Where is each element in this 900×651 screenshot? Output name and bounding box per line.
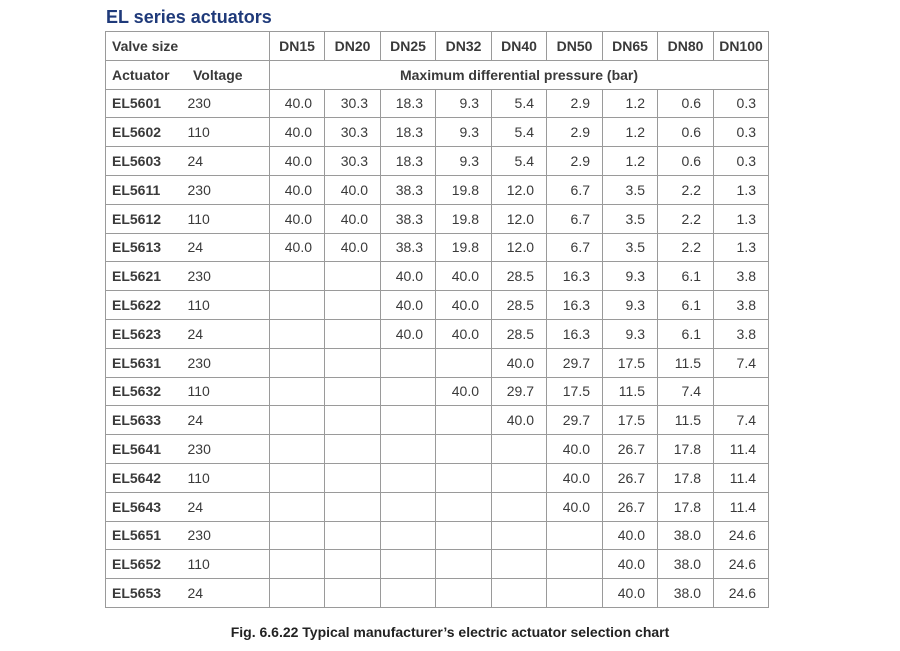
pressure-cell: 26.7 [603, 492, 658, 521]
pressure-cell: 2.9 [547, 89, 603, 118]
pressure-cell: 12.0 [492, 233, 547, 262]
chart-title: EL series actuators [106, 7, 272, 27]
pressure-cell: 6.7 [547, 175, 603, 204]
pressure-cell: 18.3 [381, 89, 436, 118]
pressure-cell: 29.7 [547, 406, 603, 435]
pressure-cell: 9.3 [603, 319, 658, 348]
table-row [106, 262, 769, 291]
table-head [106, 32, 769, 90]
pressure-cell [325, 492, 381, 521]
actuator-cell: EL5651 [106, 521, 188, 550]
pressure-cell: 7.4 [714, 406, 769, 435]
pressure-cell: 6.1 [658, 291, 714, 320]
pressure-cell [270, 435, 325, 464]
pressure-cell: 38.3 [381, 175, 436, 204]
pressure-cell: 17.5 [547, 377, 603, 406]
table-row [106, 579, 769, 608]
pressure-cell: 28.5 [492, 291, 547, 320]
pressure-cell [325, 291, 381, 320]
pressure-cell [325, 435, 381, 464]
pressure-cell: 3.5 [603, 204, 658, 233]
pressure-cell: 5.4 [492, 118, 547, 147]
pressure-cell [436, 463, 492, 492]
actuator-cell: EL5643 [106, 492, 188, 521]
pressure-cell [436, 435, 492, 464]
pressure-cell: 40.0 [270, 147, 325, 176]
pressure-cell [325, 579, 381, 608]
pressure-cell [270, 550, 325, 579]
pressure-cell: 3.8 [714, 262, 769, 291]
pressure-cell: 40.0 [492, 406, 547, 435]
voltage-cell: 24 [188, 147, 270, 176]
pressure-cell: 40.0 [270, 89, 325, 118]
actuator-cell: EL5641 [106, 435, 188, 464]
pressure-cell [492, 463, 547, 492]
pressure-cell [436, 348, 492, 377]
actuator-cell: EL5632 [106, 377, 188, 406]
actuator-cell: EL5653 [106, 579, 188, 608]
pressure-cell: 16.3 [547, 291, 603, 320]
pressure-cell [547, 550, 603, 579]
pressure-cell: 28.5 [492, 319, 547, 348]
table-row [106, 147, 769, 176]
pressure-cell: 19.8 [436, 233, 492, 262]
pressure-cell [436, 521, 492, 550]
voltage-cell: 24 [188, 579, 270, 608]
size-header: DN25 [381, 32, 436, 61]
voltage-cell: 230 [188, 348, 270, 377]
pressure-cell: 12.0 [492, 175, 547, 204]
pressure-cell [381, 377, 436, 406]
pressure-cell: 24.6 [714, 550, 769, 579]
size-header: DN15 [270, 32, 325, 61]
pressure-cell: 30.3 [325, 118, 381, 147]
pressure-cell: 38.0 [658, 550, 714, 579]
pressure-cell: 2.9 [547, 147, 603, 176]
pressure-cell [714, 377, 769, 406]
pressure-cell [270, 463, 325, 492]
actuator-cell: EL5603 [106, 147, 188, 176]
pressure-cell [325, 319, 381, 348]
table-row [106, 348, 769, 377]
pressure-cell: 9.3 [603, 262, 658, 291]
actuator-selection-table [105, 31, 769, 608]
actuator-cell: EL5642 [106, 463, 188, 492]
voltage-cell: 230 [188, 521, 270, 550]
size-header: DN65 [603, 32, 658, 61]
pressure-cell: 5.4 [492, 147, 547, 176]
pressure-cell: 0.3 [714, 89, 769, 118]
pressure-cell [436, 579, 492, 608]
pressure-cell [270, 377, 325, 406]
pressure-cell [381, 579, 436, 608]
pressure-cell [381, 348, 436, 377]
pressure-cell: 11.5 [603, 377, 658, 406]
pressure-cell [325, 550, 381, 579]
pressure-cell [492, 492, 547, 521]
pressure-cell [325, 377, 381, 406]
pressure-cell: 40.0 [270, 233, 325, 262]
pressure-cell [381, 463, 436, 492]
pressure-cell: 7.4 [658, 377, 714, 406]
voltage-cell: 230 [188, 175, 270, 204]
pressure-cell: 3.8 [714, 291, 769, 320]
pressure-cell: 40.0 [603, 579, 658, 608]
pressure-cell: 19.8 [436, 175, 492, 204]
pressure-cell: 29.7 [492, 377, 547, 406]
pressure-cell [270, 291, 325, 320]
pressure-cell: 17.8 [658, 492, 714, 521]
actuator-cell: EL5602 [106, 118, 188, 147]
pressure-cell: 28.5 [492, 262, 547, 291]
table-row [106, 377, 769, 406]
pressure-cell: 40.0 [436, 291, 492, 320]
pressure-cell [325, 521, 381, 550]
pressure-cell: 9.3 [436, 147, 492, 176]
pressure-cell: 2.9 [547, 118, 603, 147]
table-row [106, 435, 769, 464]
actuator-cell: EL5612 [106, 204, 188, 233]
actuator-cell: EL5613 [106, 233, 188, 262]
pressure-cell: 40.0 [270, 175, 325, 204]
pressure-cell: 17.8 [658, 463, 714, 492]
size-header: DN20 [325, 32, 381, 61]
actuator-cell: EL5633 [106, 406, 188, 435]
pressure-cell: 40.0 [381, 262, 436, 291]
pressure-cell: 26.7 [603, 463, 658, 492]
pressure-cell: 17.5 [603, 348, 658, 377]
table-row [106, 204, 769, 233]
pressure-cell: 40.0 [436, 377, 492, 406]
pressure-cell: 29.7 [547, 348, 603, 377]
voltage-cell: 24 [188, 492, 270, 521]
actuator-cell: EL5652 [106, 550, 188, 579]
pressure-cell: 38.0 [658, 579, 714, 608]
pressure-cell [381, 550, 436, 579]
pressure-cell: 1.3 [714, 204, 769, 233]
pressure-cell: 3.5 [603, 175, 658, 204]
pressure-cell: 0.6 [658, 89, 714, 118]
pressure-cell: 40.0 [492, 348, 547, 377]
pressure-cell: 26.7 [603, 435, 658, 464]
pressure-cell: 9.3 [436, 118, 492, 147]
pressure-cell [270, 492, 325, 521]
pressure-cell [325, 463, 381, 492]
actuator-cell: EL5601 [106, 89, 188, 118]
pressure-cell: 40.0 [270, 118, 325, 147]
pressure-cell: 2.2 [658, 233, 714, 262]
pressure-cell [492, 579, 547, 608]
table-row [106, 492, 769, 521]
pressure-cell [492, 521, 547, 550]
pressure-cell: 2.2 [658, 175, 714, 204]
actuator-cell: EL5611 [106, 175, 188, 204]
pressure-cell: 7.4 [714, 348, 769, 377]
column-label-row [106, 60, 769, 89]
pressure-cell: 30.3 [325, 89, 381, 118]
table-row [106, 89, 769, 118]
pressure-cell: 3.8 [714, 319, 769, 348]
pressure-cell [381, 492, 436, 521]
pressure-cell: 1.3 [714, 175, 769, 204]
voltage-cell: 24 [188, 319, 270, 348]
pressure-cell: 40.0 [325, 233, 381, 262]
pressure-cell: 0.3 [714, 147, 769, 176]
voltage-cell: 24 [188, 233, 270, 262]
pressure-cell [381, 435, 436, 464]
size-header: DN32 [436, 32, 492, 61]
pressure-cell: 40.0 [270, 204, 325, 233]
pressure-cell [381, 406, 436, 435]
pressure-cell: 18.3 [381, 147, 436, 176]
pressure-cell: 40.0 [325, 175, 381, 204]
pressure-cell [381, 521, 436, 550]
pressure-cell: 0.6 [658, 118, 714, 147]
size-header: DN50 [547, 32, 603, 61]
pressure-cell: 1.2 [603, 147, 658, 176]
table-body [106, 89, 769, 607]
table-row [106, 233, 769, 262]
pressure-cell: 3.5 [603, 233, 658, 262]
pressure-cell: 9.3 [603, 291, 658, 320]
pressure-cell: 40.0 [547, 492, 603, 521]
pressure-cell: 6.7 [547, 204, 603, 233]
pressure-cell [436, 492, 492, 521]
pressure-cell: 11.5 [658, 406, 714, 435]
pressure-cell: 1.2 [603, 118, 658, 147]
pressure-cell: 0.3 [714, 118, 769, 147]
pressure-cell: 24.6 [714, 521, 769, 550]
pressure-cell: 6.7 [547, 233, 603, 262]
pressure-cell: 38.3 [381, 233, 436, 262]
pressure-cell: 1.2 [603, 89, 658, 118]
table-row [106, 319, 769, 348]
pressure-cell: 40.0 [381, 291, 436, 320]
voltage-cell: 110 [188, 377, 270, 406]
valve-size-label: Valve size [106, 32, 270, 61]
pressure-cell: 40.0 [381, 319, 436, 348]
pressure-cell: 11.4 [714, 492, 769, 521]
pressure-cell: 40.0 [547, 435, 603, 464]
pressure-cell [270, 348, 325, 377]
table-row [106, 175, 769, 204]
table-row [106, 118, 769, 147]
figure-caption: Fig. 6.6.22 Typical manufacturer’s electric actuator selection chart [230, 624, 670, 640]
voltage-cell: 230 [188, 89, 270, 118]
pressure-cell: 38.0 [658, 521, 714, 550]
pressure-cell: 2.2 [658, 204, 714, 233]
actuator-cell: EL5631 [106, 348, 188, 377]
pressure-cell: 0.6 [658, 147, 714, 176]
pressure-cell: 30.3 [325, 147, 381, 176]
pressure-cell [492, 435, 547, 464]
voltage-cell: 110 [188, 550, 270, 579]
pressure-cell [270, 521, 325, 550]
pressure-cell: 18.3 [381, 118, 436, 147]
pressure-cell: 40.0 [436, 319, 492, 348]
pressure-cell: 40.0 [325, 204, 381, 233]
table-row [106, 463, 769, 492]
table-row [106, 406, 769, 435]
pressure-cell [325, 406, 381, 435]
pressure-cell: 9.3 [436, 89, 492, 118]
pressure-cell: 24.6 [714, 579, 769, 608]
pressure-cell [492, 550, 547, 579]
pressure-cell [270, 579, 325, 608]
pressure-cell [325, 262, 381, 291]
actuator-cell: EL5622 [106, 291, 188, 320]
pressure-cell: 16.3 [547, 262, 603, 291]
table-row [106, 550, 769, 579]
voltage-cell: 24 [188, 406, 270, 435]
pressure-cell: 11.4 [714, 463, 769, 492]
pressure-cell [325, 348, 381, 377]
pressure-cell [547, 579, 603, 608]
pressure-cell [436, 550, 492, 579]
pressure-cell: 16.3 [547, 319, 603, 348]
pressure-cell: 6.1 [658, 319, 714, 348]
pressure-cell: 17.5 [603, 406, 658, 435]
pressure-cell: 11.5 [658, 348, 714, 377]
valve-size-header-row [106, 32, 769, 61]
pressure-cell: 19.8 [436, 204, 492, 233]
actuator-cell: EL5623 [106, 319, 188, 348]
voltage-cell: 110 [188, 204, 270, 233]
pressure-cell: 5.4 [492, 89, 547, 118]
table-row [106, 521, 769, 550]
pressure-cell: 12.0 [492, 204, 547, 233]
pressure-cell: 1.3 [714, 233, 769, 262]
pressure-cell: 17.8 [658, 435, 714, 464]
voltage-cell: 230 [188, 262, 270, 291]
pressure-cell: 40.0 [603, 521, 658, 550]
pressure-cell: 40.0 [603, 550, 658, 579]
actuator-column-label: Actuator [112, 66, 170, 83]
actuator-voltage-header [106, 60, 270, 89]
pressure-cell: 40.0 [547, 463, 603, 492]
pressure-cell [270, 319, 325, 348]
voltage-cell: 110 [188, 291, 270, 320]
pressure-cell: 6.1 [658, 262, 714, 291]
voltage-cell: 230 [188, 435, 270, 464]
pressure-cell [270, 406, 325, 435]
size-header: DN40 [492, 32, 547, 61]
size-header: DN80 [658, 32, 714, 61]
pressure-cell: 38.3 [381, 204, 436, 233]
voltage-cell: 110 [188, 118, 270, 147]
size-header: DN100 [714, 32, 769, 61]
voltage-column-label: Voltage [193, 66, 243, 83]
pressure-cell: 40.0 [436, 262, 492, 291]
pressure-header: Maximum differential pressure (bar) [270, 60, 769, 89]
voltage-cell: 110 [188, 463, 270, 492]
pressure-cell: 11.4 [714, 435, 769, 464]
pressure-cell [436, 406, 492, 435]
pressure-cell [270, 262, 325, 291]
pressure-cell [547, 521, 603, 550]
table-row [106, 291, 769, 320]
actuator-cell: EL5621 [106, 262, 188, 291]
